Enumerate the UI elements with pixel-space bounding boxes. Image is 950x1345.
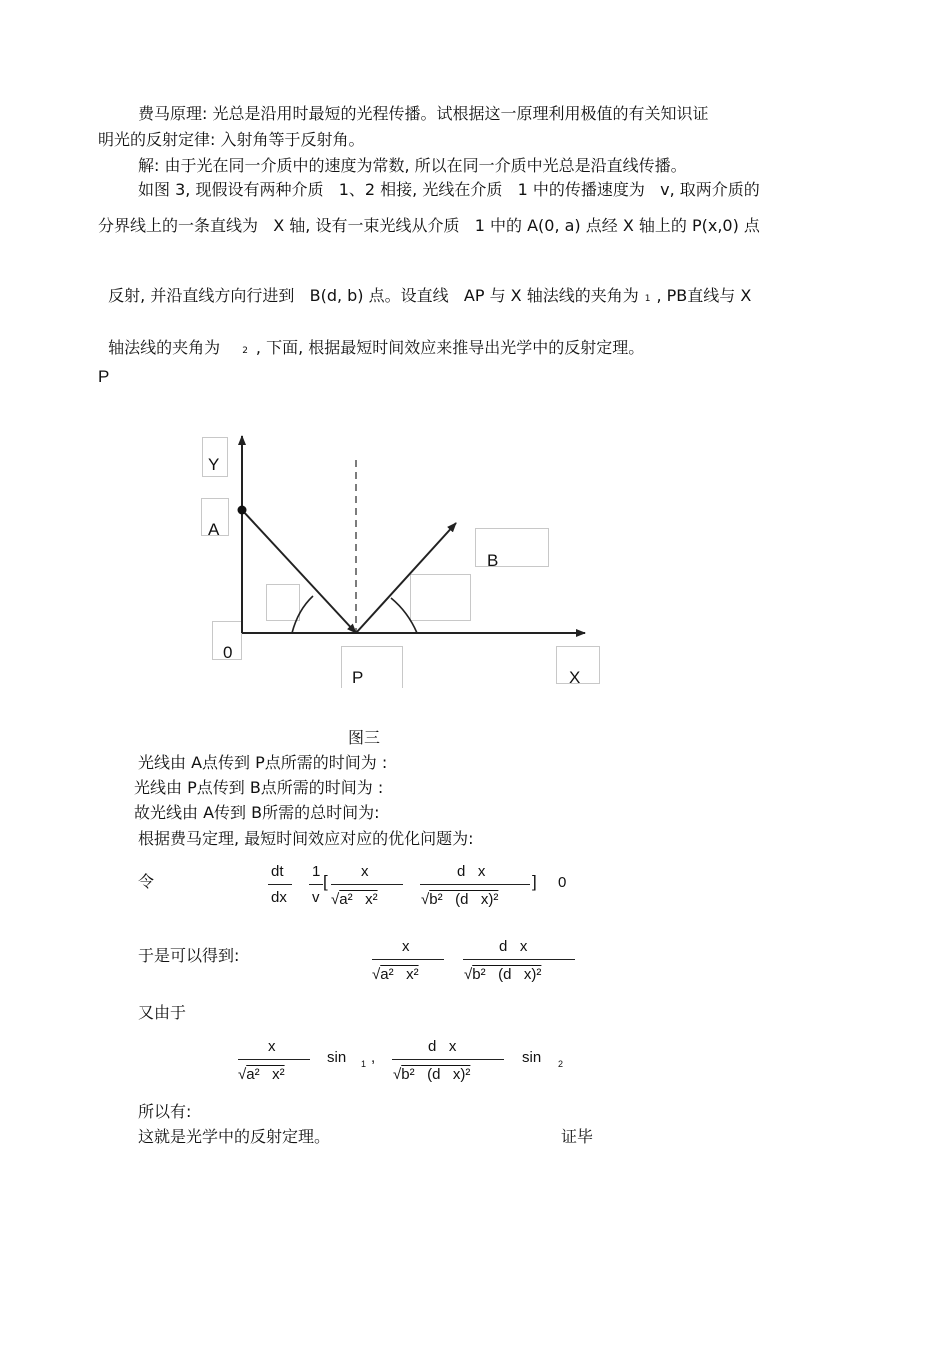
setup-line-4a: 轴法线的夹角为 [108, 338, 221, 357]
eq3-comma: , [371, 1049, 376, 1066]
stray-p-label: P [98, 367, 110, 386]
eq3-num2: d x [428, 1038, 457, 1055]
conclusion-text: 这就是光学中的反射定理。 [138, 1127, 331, 1146]
theta1-subscript: 1 [644, 294, 651, 304]
eq2-den1: √a² x² [372, 966, 419, 983]
eq2-frac2-bar [463, 959, 575, 960]
youyu-label: 又由于 [138, 1003, 187, 1022]
y-axis-label: Y [208, 455, 220, 474]
eq2-den2: √b² (d x)² [464, 966, 542, 983]
angle2-arc [391, 598, 417, 633]
setup-line-1: 如图 3, 现假设有两种介质 1、2 相接, 光线在介质 1 中的传播速度为 v, 取两介质的 [138, 180, 760, 199]
eq3-sub2: 2 [558, 1059, 564, 1069]
setup-line-4b: , 下面, 根据最短时间效应来推导出光学中的反射定理。 [255, 338, 645, 357]
point-p-label: P [352, 668, 364, 687]
eq3-frac2-bar [392, 1059, 504, 1060]
eq1-num1: x [361, 863, 369, 880]
eq1-dx: dx [271, 889, 287, 906]
eq3-num1: x [268, 1038, 276, 1055]
eq1-num2: d x [457, 863, 486, 880]
eq1-1v-bar [309, 884, 323, 885]
eq3-sub1: 1 [361, 1059, 367, 1069]
eq1-lbracket: [ [323, 872, 328, 891]
eq2-num2: d x [499, 938, 528, 955]
point-a-label: A [208, 520, 220, 539]
eq3-sin2: sin [522, 1049, 542, 1066]
angle1-arc [292, 596, 313, 633]
reflected-ray [356, 523, 456, 633]
x-axis-label: X [569, 668, 581, 687]
eq1-dt: dt [271, 863, 284, 880]
point-b-label: B [487, 551, 499, 570]
derivation-line-2: 光线由 P点传到 B点所需的时间为 : [134, 778, 384, 797]
eq1-zero: 0 [558, 874, 567, 891]
eq1-dtdx-bar [268, 884, 292, 885]
derivation-line-3: 故光线由 A传到 B所需的总时间为: [134, 803, 380, 822]
qed-text: 证毕 [561, 1127, 594, 1146]
suoyi-label: 所以有: [138, 1102, 192, 1121]
ling-label: 令 [138, 872, 155, 891]
eq1-rbracket: ] [532, 872, 537, 891]
setup-line-2: 分界线上的一条直线为 X 轴, 设有一束光线从介质 1 中的 A(0, a) 点经 X 轴上的 P(x,0) 点 [98, 216, 760, 235]
derivation-line-1: 光线由 A点传到 P点所需的时间为 : [138, 753, 388, 772]
derivation-line-4: 根据费马定理, 最短时间效应对应的优化问题为: [138, 829, 474, 848]
origin-label: 0 [223, 643, 233, 662]
eq1-frac1-bar [331, 884, 403, 885]
setup-line-3b: , PB直线与 X [656, 286, 752, 305]
eq3-sin1: sin [327, 1049, 347, 1066]
eq2-num1: x [402, 938, 410, 955]
eq1-den1: √a² x² [331, 891, 378, 908]
eq1-v: v [312, 889, 320, 906]
eq3-frac1-bar [238, 1059, 310, 1060]
theta2-subscript: 2 [242, 346, 248, 356]
problem-line-2: 明光的反射定律: 入射角等于反射角。 [98, 130, 365, 149]
figure-caption: 图三 [348, 728, 381, 747]
eq3-den2: √b² (d x)² [393, 1066, 471, 1083]
yushi-label: 于是可以得到: [138, 946, 240, 965]
point-a-dot [238, 506, 247, 515]
eq1-one: 1 [312, 863, 321, 880]
solution-intro: 解: 由于光在同一介质中的速度为常数, 所以在同一介质中光总是沿直线传播。 [138, 156, 687, 175]
eq3-den1: √a² x² [238, 1066, 285, 1083]
eq1-frac2-bar [420, 884, 530, 885]
eq1-den2: √b² (d x)² [421, 891, 499, 908]
eq2-frac1-bar [372, 959, 444, 960]
setup-line-3a: 反射, 并沿直线方向行进到 B(d, b) 点。设直线 AP 与 X 轴法线的夹角为 [108, 286, 639, 305]
problem-line-1: 费马原理: 光总是沿用时最短的光程传播。试根据这一原理利用极值的有关知识证 [138, 104, 709, 123]
